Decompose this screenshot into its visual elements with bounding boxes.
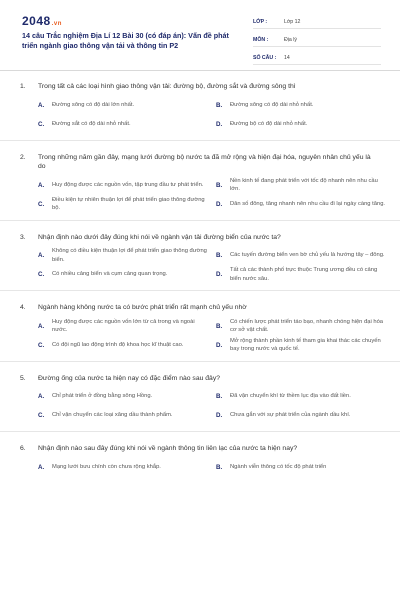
option-a[interactable] <box>38 317 208 336</box>
option-letter: D. <box>216 341 223 349</box>
question-text: Nhận định nào sau đây đúng khi nói về ngành thông tin liên lạc của nước ta hiện nay? <box>38 445 298 452</box>
meta-row-count <box>253 51 381 65</box>
option-text: Mở rộng thành phần kinh tế tham gia khai thác các chuyến bay trong nước và quốc tế. <box>230 337 381 352</box>
option-text: Chưa gắn với sự phát triển của ngành dầu khí. <box>230 412 351 419</box>
option-letter: C. <box>38 271 45 278</box>
option-text: Đường sông có độ dài nhỏ nhất. <box>230 101 314 108</box>
option-c[interactable] <box>38 406 208 425</box>
option-text: Có chiến lược phát triển táo bạo, nhanh chóng hiện đại hóa cơ sở vật chất. <box>230 318 384 333</box>
meta-label: MÔN : <box>253 36 269 43</box>
option-a[interactable] <box>38 387 208 406</box>
meta-row-grade <box>253 15 381 29</box>
option-text: Huy động được các nguồn vốn lớn từ cả trong và ngoài nước. <box>52 318 195 333</box>
option-d[interactable] <box>216 265 386 284</box>
logo-suffix: .vn <box>51 21 62 27</box>
option-text: Có nhiều cảng biển và cụm cảng quan trọng. <box>52 271 168 278</box>
option-text: Ngành viễn thông có tốc độ phát triển <box>230 463 327 470</box>
option-text: Nền kinh tế đang phát triển với tốc độ nhanh nên nhu cầu lớn. <box>230 177 378 192</box>
question-3 <box>0 229 400 292</box>
option-text: Điều kiện tự nhiên thuận lợi để phát triển giao thông đường bộ. <box>52 196 205 211</box>
question-number: 4. <box>20 304 26 311</box>
option-text: Mạng lưới bưu chính còn chưa rộng khắp. <box>52 463 161 470</box>
option-letter: C. <box>38 200 45 208</box>
options <box>0 313 400 355</box>
question-5 <box>0 370 400 433</box>
page-header <box>0 0 400 71</box>
option-text: Dân số đông, tăng nhanh nên nhu cầu đi lại ngày càng tăng. <box>230 200 386 207</box>
option-c[interactable] <box>38 265 208 284</box>
option-letter: B. <box>216 252 223 259</box>
option-letter: B. <box>216 463 223 471</box>
meta-panel <box>253 15 381 69</box>
question-list <box>0 78 400 491</box>
question-2 <box>0 149 400 221</box>
option-b[interactable] <box>216 96 386 115</box>
option-text: Huy động được các nguồn vốn, tập trung đầu tư phát triển. <box>52 181 204 188</box>
option-letter: D. <box>216 200 223 208</box>
question-6 <box>0 440 400 483</box>
meta-value: Địa lý <box>284 36 297 43</box>
option-letter: B. <box>216 322 223 330</box>
option-text: Chỉ vận chuyển các loại xăng dầu thành phẩm. <box>52 412 173 419</box>
option-letter: C. <box>38 412 45 419</box>
option-text: Đường bộ có độ dài nhỏ nhất. <box>230 120 308 127</box>
option-letter: D. <box>216 271 223 278</box>
option-letter: B. <box>216 181 223 189</box>
option-a[interactable] <box>38 96 208 115</box>
question-text: Đường ống của nước ta hiện nay có đặc điểm nào sau đây? <box>38 374 221 382</box>
question-text: Trong tất cả các loại hình giao thông vận tải: đường bộ, đường sắt và đường sông thì <box>38 83 296 90</box>
option-c[interactable] <box>38 336 208 355</box>
question-text: Trong những năm gần đây, mạng lưới đường bộ nước ta đã mở rộng và hiện đại hóa, nguyên nhân chủ yếu là do <box>38 153 371 170</box>
meta-value: Lớp 12 <box>284 18 301 25</box>
meta-row-subject <box>253 33 381 47</box>
options <box>0 383 400 425</box>
option-d[interactable] <box>216 115 386 134</box>
option-a[interactable] <box>38 458 208 477</box>
option-letter: A. <box>38 252 45 259</box>
option-c[interactable] <box>38 195 208 214</box>
meta-label: SỐ CÂU : <box>253 54 277 61</box>
option-text: Đường sông có độ dài lớn nhất. <box>52 101 135 108</box>
option-d[interactable] <box>216 336 386 355</box>
question-number: 3. <box>20 233 26 241</box>
question-number: 2. <box>20 153 26 161</box>
options <box>0 242 400 284</box>
option-letter: A. <box>38 393 45 400</box>
option-letter: D. <box>216 120 223 128</box>
option-b[interactable] <box>216 317 386 336</box>
options <box>0 172 400 214</box>
meta-value: 14 <box>284 54 290 61</box>
option-text: Đường sắt có độ dài nhỏ nhất. <box>52 120 131 127</box>
question-4 <box>0 299 400 362</box>
question-number: 5. <box>20 374 26 382</box>
option-letter: A. <box>38 463 45 471</box>
option-letter: C. <box>38 120 45 128</box>
meta-label: LỚP : <box>253 18 268 25</box>
option-text: Không có điều kiện thuận lợi để phát triển giao thông đường biển. <box>52 248 207 263</box>
question-number: 6. <box>20 445 26 452</box>
option-letter: D. <box>216 412 223 419</box>
option-a[interactable] <box>38 176 208 195</box>
logo-main: 2048 <box>22 14 51 28</box>
option-text: Đã vận chuyển khí từ thềm lục địa vào đất liền. <box>230 393 351 400</box>
option-letter: A. <box>38 101 45 109</box>
option-text: Có đội ngũ lao động trình độ khoa học kĩ thuật cao. <box>52 341 184 348</box>
option-letter: C. <box>38 341 45 349</box>
option-a[interactable] <box>38 246 208 265</box>
option-b[interactable] <box>216 176 386 195</box>
option-letter: B. <box>216 393 223 400</box>
option-d[interactable] <box>216 406 386 425</box>
site-logo[interactable] <box>22 14 62 28</box>
option-c[interactable] <box>38 115 208 134</box>
page-title: 14 câu Trắc nghiệm Địa Lí 12 Bài 30 (có đáp án): Vấn đề phát triển ngành giao thông vận tải và thông tin P2 <box>22 31 229 50</box>
option-text: Tất cả các thành phố trực thuộc Trung ương đều có cảng biển nước sâu. <box>230 267 378 282</box>
option-text: Các tuyến đường biển ven bờ chủ yếu là hướng tây – đông. <box>230 252 385 259</box>
option-d[interactable] <box>216 195 386 214</box>
question-number: 1. <box>20 83 26 90</box>
option-letter: A. <box>38 322 45 330</box>
option-b[interactable] <box>216 246 386 265</box>
question-1 <box>0 78 400 141</box>
option-text: Chỉ phát triển ở đồng bằng sông Hồng. <box>52 393 153 400</box>
option-b[interactable] <box>216 387 386 406</box>
options <box>0 92 400 134</box>
option-b[interactable] <box>216 458 386 477</box>
question-text: Nhận định nào dưới đây đúng khi nói về ngành vận tải đường biển của nước ta? <box>38 233 281 241</box>
question-text: Ngành hàng không nước ta có bước phát triển rất mạnh chủ yếu nhờ <box>38 304 247 311</box>
option-letter: A. <box>38 181 45 189</box>
option-letter: B. <box>216 101 223 109</box>
options <box>0 454 400 477</box>
